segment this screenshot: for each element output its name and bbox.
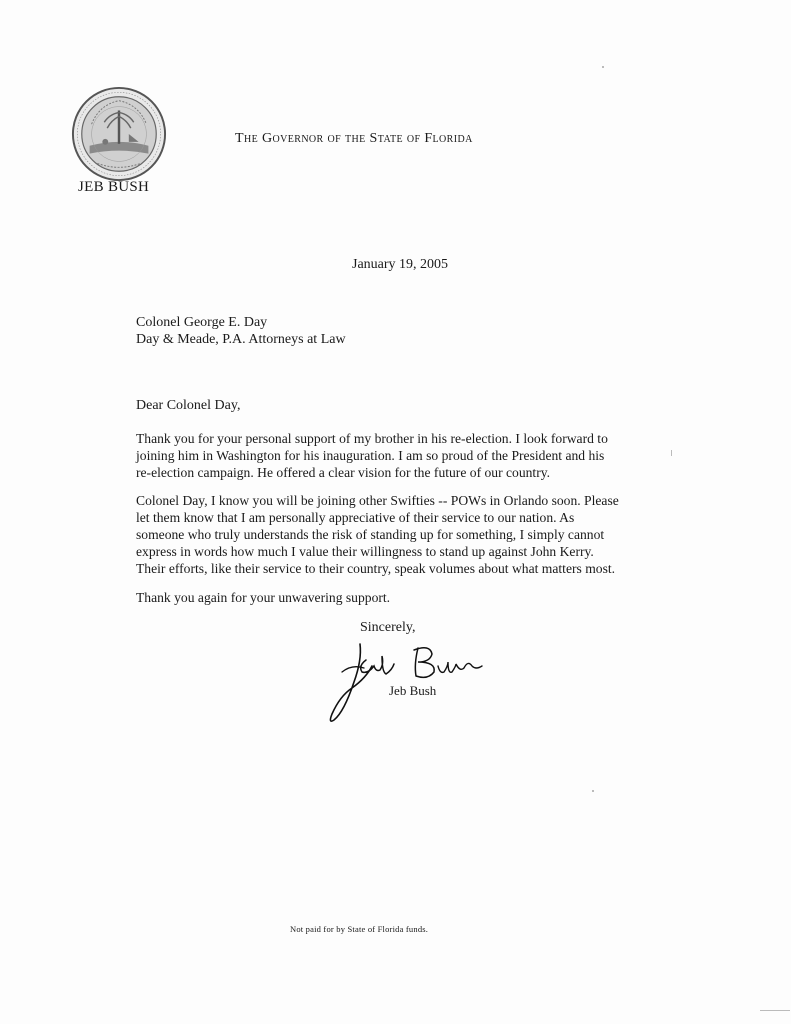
paragraph-line: Thank you for your personal support of my brother in his re-election. I look forward to <box>136 431 608 446</box>
scan-speck <box>760 1010 790 1011</box>
paragraph-line: joining him in Washington for his inauguration. I am so proud of the President and his <box>136 448 605 463</box>
paragraph-line: re-election campaign. He offered a clear vision for the future of our country. <box>136 465 551 480</box>
letter-date: January 19, 2005 <box>352 257 449 272</box>
recipient-block <box>136 314 346 348</box>
salutation: Dear Colonel Day, <box>136 398 241 413</box>
recipient-firm: Day & Meade, P.A. Attorneys at Law <box>136 332 346 347</box>
closing: Sincerely, <box>360 620 416 635</box>
body-paragraph <box>136 492 641 577</box>
paragraph-line: let them know that I am personally appreciative of their service to our nation. As <box>136 510 575 525</box>
paragraph-line: someone who truly understands the risk of standing up for something, I simply cannot <box>136 527 605 542</box>
office-title: The Governor of the State of Florida <box>235 131 473 146</box>
sender-name: JEB BUSH <box>78 179 150 195</box>
body-paragraph <box>136 589 641 606</box>
handwritten-signature <box>322 630 492 730</box>
paragraph-line: Colonel Day, I know you will be joining other Swifties -- POWs in Orlando soon. Please <box>136 493 619 508</box>
body-paragraph <box>136 430 641 481</box>
scan-speck <box>592 790 594 792</box>
florida-seal-icon <box>70 85 168 183</box>
signer-name: Jeb Bush <box>389 683 437 698</box>
recipient-name: Colonel George E. Day <box>136 315 268 330</box>
paragraph-line: Thank you again for your unwavering support. <box>136 590 391 605</box>
scan-speck <box>602 66 604 68</box>
paragraph-line: express in words how much I value their willingness to stand up against John Kerry. <box>136 544 594 559</box>
paragraph-line: Their efforts, like their service to their country, speak volumes about what matters most. <box>136 561 616 576</box>
scan-speck <box>671 450 672 456</box>
footer-note: Not paid for by State of Florida funds. <box>290 924 429 934</box>
